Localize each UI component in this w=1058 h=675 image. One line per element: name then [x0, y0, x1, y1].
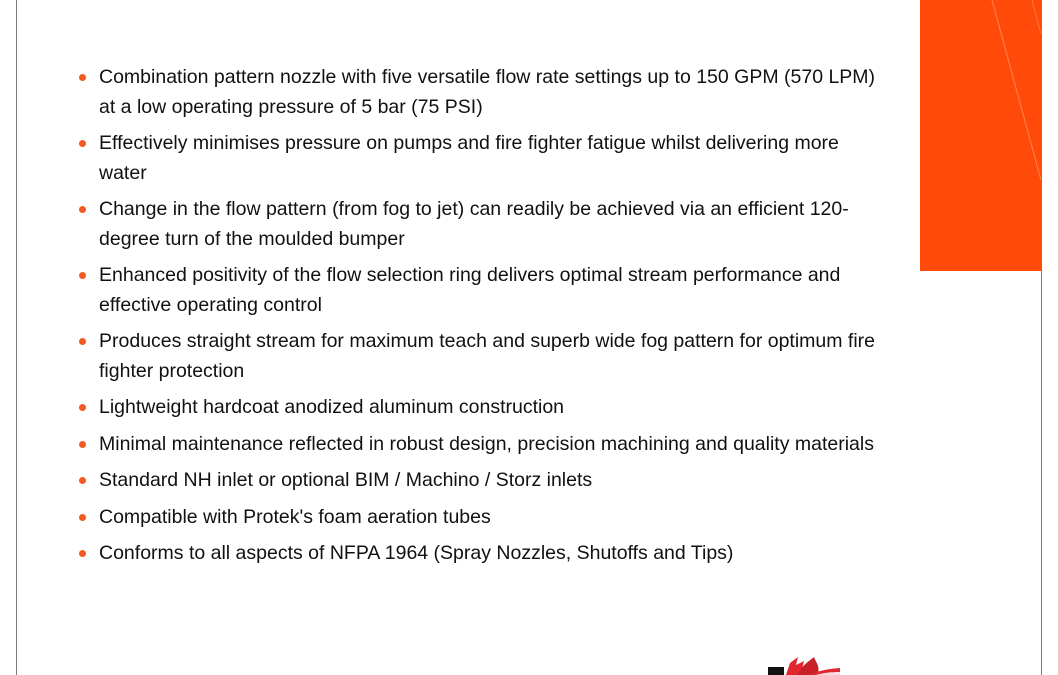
feature-item	[75, 327, 885, 386]
bullet-icon	[79, 140, 86, 147]
feature-text: Lightweight hardcoat anodized aluminum construction	[99, 396, 565, 418]
feature-text: Enhanced positivity of the flow selection ring delivers optimal stream performance and effective operating control	[99, 264, 841, 316]
feature-item	[75, 466, 885, 496]
bullet-icon	[79, 272, 86, 279]
feature-item	[75, 261, 885, 320]
bullet-icon	[79, 338, 86, 345]
bullet-icon	[79, 441, 86, 448]
feature-text: Standard NH inlet or optional BIM / Machino / Storz inlets	[99, 469, 593, 491]
feature-text: Compatible with Protek's foam aeration tubes	[99, 505, 491, 528]
feature-item	[75, 393, 885, 423]
bullet-icon	[79, 74, 86, 81]
feature-item	[75, 129, 885, 188]
feature-item	[75, 195, 885, 254]
bullet-icon	[79, 404, 86, 411]
orange-accent-block	[920, 0, 1041, 271]
feature-text: Effectively minimises pressure on pumps and fire fighter fatigue whilst delivering more water	[99, 132, 839, 184]
bullet-icon	[79, 477, 86, 484]
page-left-border	[16, 0, 17, 675]
bullet-icon	[79, 514, 86, 521]
feature-item	[75, 430, 885, 460]
feature-text: Conforms to all aspects of NFPA 1964 (Spray Nozzles, Shutoffs and Tips)	[99, 542, 734, 564]
brand-logo	[768, 653, 842, 675]
feature-text: Minimal maintenance reflected in robust design, precision machining and quality materials	[99, 432, 874, 455]
feature-item	[75, 63, 885, 122]
page-right-border	[1041, 0, 1042, 675]
feature-text: Change in the flow pattern (from fog to jet) can readily be achieved via an efficient 120-degree turn of the moulded bumper	[99, 198, 849, 250]
feature-item	[75, 503, 885, 533]
feature-item	[75, 539, 885, 569]
feature-text: Combination pattern nozzle with five versatile flow rate settings up to 150 GPM (570 LPM) at a low operating pressure of 5 bar (75 PSI)	[99, 66, 876, 118]
feature-list	[75, 63, 885, 576]
bullet-icon	[79, 206, 86, 213]
bullet-icon	[79, 550, 86, 557]
feature-text: Produces straight stream for maximum teach and superb wide fog pattern for optimum fire fighter protection	[99, 330, 876, 382]
